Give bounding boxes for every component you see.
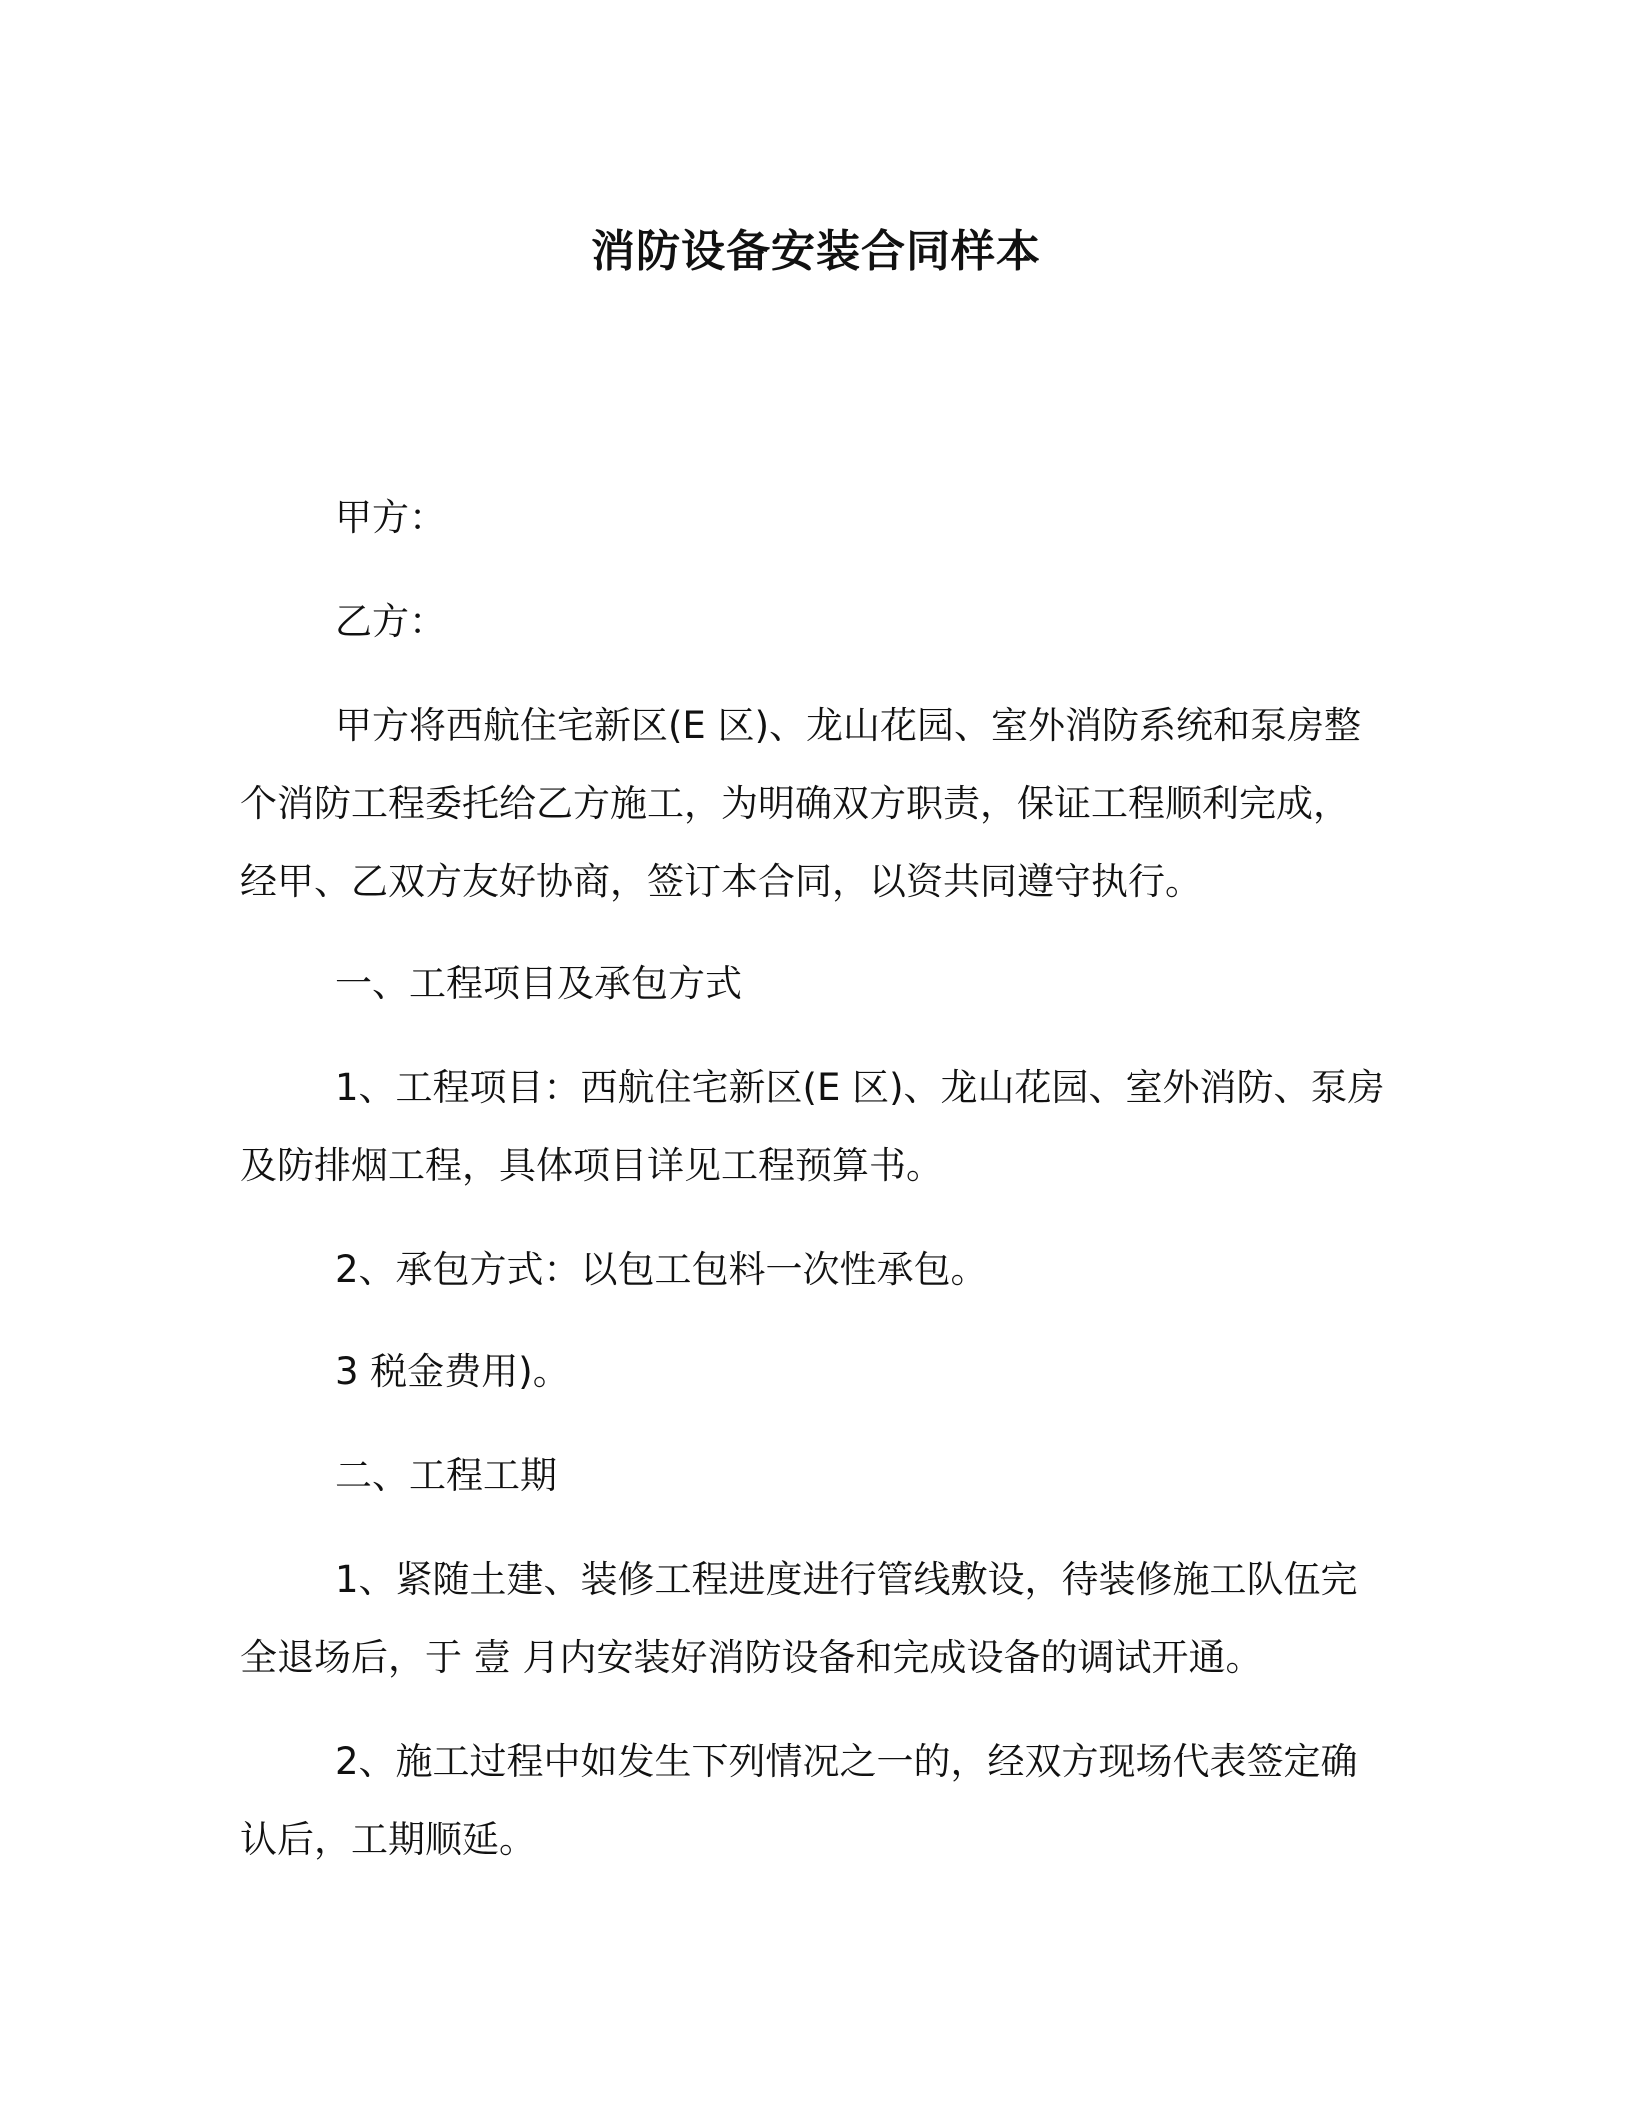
section-1-item-3: 3 税金费用)。 bbox=[335, 1350, 570, 1393]
section-1-item-2: 2、承包方式：以包工包料一次性承包。 bbox=[335, 1248, 988, 1291]
section-1-item-1-line-1: 1、工程项目：西航住宅新区(E 区)、龙山花园、室外消防、泵房 bbox=[335, 1066, 1385, 1109]
party-a-label: 甲方： bbox=[335, 496, 446, 539]
intro-line-1: 甲方将西航住宅新区(E 区)、龙山花园、室外消防系统和泵房整 bbox=[335, 704, 1362, 747]
section-2-item-2-line-2: 认后，工期顺延。 bbox=[240, 1818, 536, 1861]
section-2-item-1-line-2: 全退场后，于 壹 月内安装好消防设备和完成设备的调试开通。 bbox=[240, 1636, 1263, 1679]
document-title: 消防设备安装合同样本 bbox=[591, 226, 1041, 277]
section-1-item-1-line-2: 及防排烟工程，具体项目详见工程预算书。 bbox=[240, 1144, 943, 1187]
section-1-heading: 一、工程项目及承包方式 bbox=[335, 962, 742, 1005]
section-2-heading: 二、工程工期 bbox=[335, 1454, 557, 1497]
section-2-item-1-line-1: 1、紧随土建、装修工程进度进行管线敷设，待装修施工队伍完 bbox=[335, 1558, 1358, 1601]
section-2-item-2-line-1: 2、施工过程中如发生下列情况之一的，经双方现场代表签定确 bbox=[335, 1740, 1358, 1783]
party-b-label: 乙方： bbox=[335, 600, 446, 643]
intro-line-2: 个消防工程委托给乙方施工，为明确双方职责，保证工程顺利完成， bbox=[240, 782, 1350, 825]
intro-line-3: 经甲、乙双方友好协商，签订本合同，以资共同遵守执行。 bbox=[240, 860, 1202, 903]
